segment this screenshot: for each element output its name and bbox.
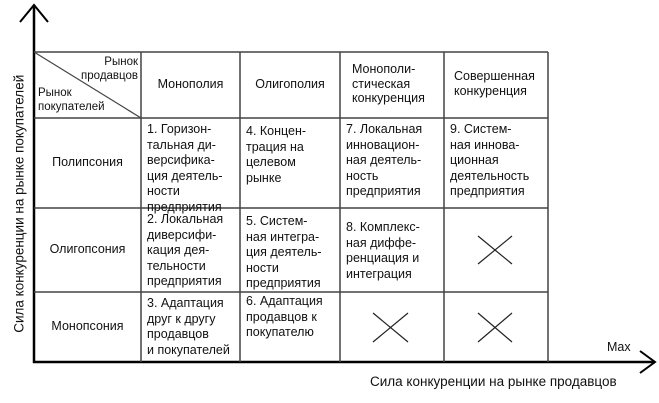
row-header-oligopsony: Олигопсония	[49, 242, 126, 257]
column-header-monopolistic-competition: Монополи- стическая конкуренция	[352, 62, 425, 105]
column-header-oligopoly: Олигополия	[255, 77, 325, 92]
cross-icon	[373, 313, 408, 342]
row-header-monopsony: Монопсония	[51, 319, 124, 334]
cell-4: 4. Концен- трация на целевом рынке	[246, 124, 307, 185]
cell-6: 6. Адаптация продавцов к покупателю	[246, 294, 323, 339]
cell-1: 1. Горизон- тальная ди- версифика- ция деятель- ности предприятия	[147, 122, 223, 214]
cell-3: 3. Адаптация друг к другу продавцов и покупателей	[147, 296, 230, 357]
corner-seller-market-label: Рынок продавцов	[81, 56, 138, 82]
y-axis-label: Сила конкуренции на рынке покупателей	[11, 74, 27, 333]
cross-icon	[478, 313, 512, 342]
column-header-monopoly: Монополия	[157, 77, 224, 92]
cell-8: 8. Комплекс- ная диффе- ренциация и интеграция	[346, 220, 420, 281]
cell-7: 7. Локальная инновацион- ная деятель- ность предприятия	[346, 122, 423, 198]
cell-5: 5. Систем- ная интегра- ция деятель- ности предприятия	[246, 214, 322, 290]
x-axis-label: Сила конкуренции на рынке продавцов	[370, 374, 617, 389]
cell-9: 9. Систем- ная иннова- ционная деятельность предприятия	[450, 122, 530, 198]
row-header-polypsony: Полипсония	[52, 155, 123, 170]
cell-2: 2. Локальная диверсифи- кация дея- тельности предприятия	[147, 212, 224, 288]
corner-buyer-market-label: Рынок покупателей	[38, 87, 105, 113]
x-axis-max-label: Max	[607, 340, 631, 354]
cross-icon	[478, 236, 512, 264]
column-header-perfect-competition: Совершенная конкуренция	[454, 69, 535, 98]
